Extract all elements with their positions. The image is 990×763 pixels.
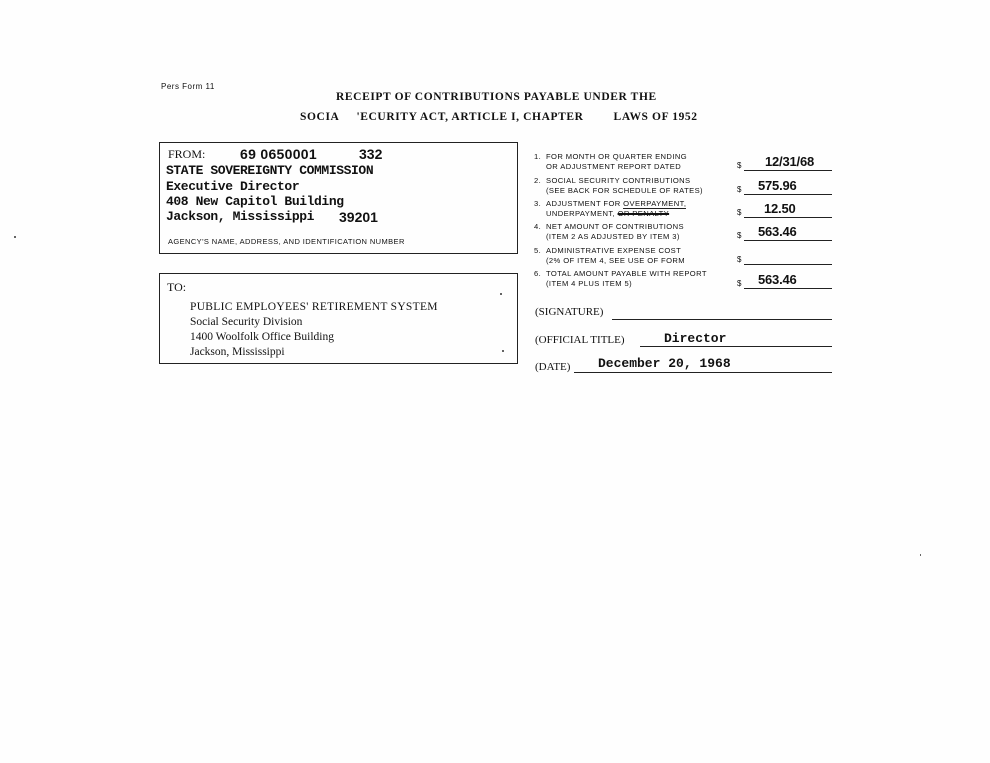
item-label: TOTAL AMOUNT PAYABLE WITH REPORT xyxy=(546,269,707,278)
date-value: December 20, 1968 xyxy=(598,356,731,371)
agency-city-state: Jackson, Mississippi xyxy=(166,209,315,224)
item-label-cont: (SEE BACK FOR SCHEDULE OF RATES) xyxy=(546,186,703,195)
dollar-sign: $ xyxy=(737,279,742,288)
item-label: NET AMOUNT OF CONTRIBUTIONS xyxy=(546,222,684,231)
form-title-line2 xyxy=(300,111,698,123)
penalty-struck: OR PENALTY xyxy=(617,209,670,218)
form-number: Pers Form 11 xyxy=(161,82,215,91)
official-title-label: (OFFICIAL TITLE) xyxy=(535,334,625,346)
official-title-value: Director xyxy=(664,331,727,346)
item-number: 4. xyxy=(534,222,542,231)
dollar-sign: $ xyxy=(737,161,742,170)
recipient-city-state: Jackson, Mississippi xyxy=(190,346,285,358)
form-title-line1: RECEIPT OF CONTRIBUTIONS PAYABLE UNDER THE xyxy=(336,91,657,103)
item-1 xyxy=(534,152,734,172)
adjustment-value: 12.50 xyxy=(764,201,796,216)
agency-title: Executive Director xyxy=(166,179,300,194)
item-2 xyxy=(534,176,734,196)
item-number: 1. xyxy=(534,152,542,161)
to-label: TO: xyxy=(167,280,187,294)
dollar-sign: $ xyxy=(737,231,742,240)
item-4 xyxy=(534,222,734,242)
item-3 xyxy=(534,199,734,219)
form-title-part-c: LAWS OF 1952 xyxy=(613,111,698,123)
recipient-division: Social Security Division xyxy=(190,316,303,328)
date-field[interactable] xyxy=(574,371,832,373)
agency-id-suffix: 332 xyxy=(359,146,383,162)
signature-label: (SIGNATURE) xyxy=(535,306,604,318)
stray-mark xyxy=(920,554,921,556)
date-label: (DATE) xyxy=(535,361,571,373)
item-label: SOCIAL SECURITY CONTRIBUTIONS xyxy=(546,176,691,185)
from-box xyxy=(159,142,518,254)
recipient-name: PUBLIC EMPLOYEES' RETIREMENT SYSTEM xyxy=(190,301,438,313)
item-6 xyxy=(534,269,734,289)
report-date-value: 12/31/68 xyxy=(765,154,815,169)
agency-name: STATE SOVEREIGNTY COMMISSION xyxy=(166,163,374,178)
item-label: ADJUSTMENT FOR xyxy=(546,199,624,208)
dollar-sign: $ xyxy=(737,255,742,264)
item-label-cont: (2% OF ITEM 4, SEE USE OF FORM xyxy=(546,256,685,265)
agency-zip: 39201 xyxy=(339,209,378,225)
item-label-cont: OR ADJUSTMENT REPORT DATED xyxy=(546,162,682,171)
form-title-part-b: 'ECURITY ACT, ARTICLE I, CHAPTER xyxy=(356,111,584,123)
signature-field[interactable] xyxy=(612,318,832,320)
item-label-cont: (ITEM 4 PLUS ITEM 5) xyxy=(546,279,633,288)
overpayment-marked: OVERPAYMENT, xyxy=(623,199,687,208)
item-5-value-field[interactable] xyxy=(744,250,832,265)
total-payable-value: 563.46 xyxy=(758,272,797,287)
to-box xyxy=(159,273,518,364)
item-label: FOR MONTH OR QUARTER ENDING xyxy=(546,152,688,161)
agency-id-number: 69 0650001 xyxy=(240,146,317,162)
dollar-sign: $ xyxy=(737,208,742,217)
net-amount-value: 563.46 xyxy=(758,224,797,239)
from-label: FROM: xyxy=(168,147,206,161)
agency-address: 408 New Capitol Building xyxy=(166,194,344,209)
item-number: 3. xyxy=(534,199,542,208)
item-label: ADMINISTRATIVE EXPENSE COST xyxy=(546,246,682,255)
recipient-address: 1400 Woolfolk Office Building xyxy=(190,331,334,343)
dollar-sign: $ xyxy=(737,185,742,194)
item-number: 2. xyxy=(534,176,542,185)
contributions-value: 575.96 xyxy=(758,178,797,193)
stray-mark xyxy=(14,236,16,238)
corner-dot xyxy=(502,350,504,352)
form-title-part-a: SOCIA xyxy=(300,111,340,123)
item-label-cont: (ITEM 2 AS ADJUSTED BY ITEM 3) xyxy=(546,232,680,241)
item-number: 5. xyxy=(534,246,542,255)
from-caption: AGENCY'S NAME, ADDRESS, AND IDENTIFICATION NUMBER xyxy=(168,237,405,246)
item-label-cont: UNDERPAYMENT, xyxy=(546,209,618,218)
corner-dot xyxy=(500,293,502,295)
item-number: 6. xyxy=(534,269,542,278)
item-5 xyxy=(534,246,734,266)
